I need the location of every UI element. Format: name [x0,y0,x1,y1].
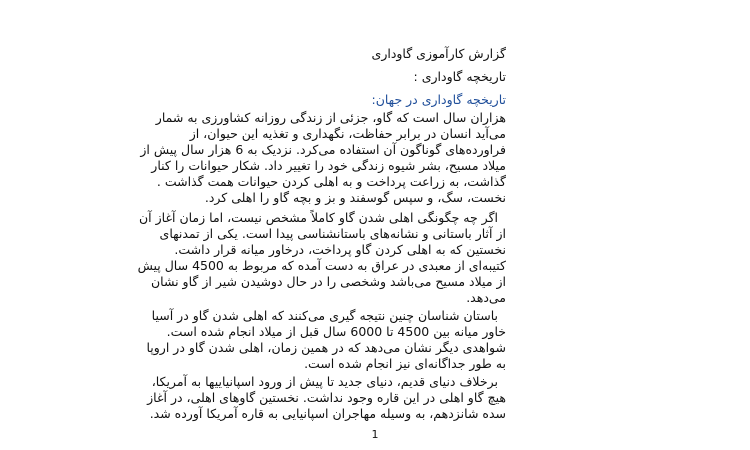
paragraph-line: نخست، سگ، و سپس گوسفند و بز و بچه گاو را اهلی کرد. [204,190,506,205]
paragraph-line: میلاد مسیح، بشر شیوه زندگی خود را تغییر داد. شکار حیوانات را کنار [151,158,506,173]
paragraph-line: گذاشت، به زراعت پرداخت و به اهلی کردن حیوانات همت گذاشت . [156,174,506,189]
section-heading: تاریخچه گاوداری : [413,69,506,84]
document-title: گزارش کارآموزی گاوداری [371,46,506,61]
paragraph-line: باستان شناسان چنین نتیجه گیری می‌کنند که اهلی شدن گاو در آسیا [151,308,498,323]
paragraph-line: به طور جداگانه‌ای نیز انجام شده است. [304,356,506,371]
paragraph-line: کتیبه‌ای از معبدی در عراق به دست آمده که مربوط به 4500 سال پیش [137,258,506,273]
paragraph-line: می‌دهد. [466,290,506,305]
paragraph-line: نخستین که به اهلی کردن گاو پرداخت، درخاور میانه قرار داشت. [174,242,506,257]
page-number: 1 [371,428,379,441]
paragraph-line: هزاران سال است که گاو، جزئی از زندگی روزانه کشاورزی به شمار [155,110,506,125]
paragraph-line: خاور میانه بین 4500 تا 6000 سال قبل از میلاد انجام شده است. [166,324,506,339]
paragraph-line: سده شانزدهم، به وسیله مهاجران اسپانیایی به قاره آمریکا آورده شد. [149,406,506,421]
paragraph-line: برخلاف دنیای قدیم، دنیای جدید تا پیش از ورود اسپانیاییها به آمریکا، [151,374,498,389]
paragraph-line: از آثار باستانی و نشانه‌های باستانشناسی پیدا است. یکی از تمدنهای [159,226,506,241]
paragraph-line: می‌آید انسان در برابر حفاظت، نگهداری و تغذیه این حیوان، از [189,126,506,141]
subsection-heading: تاریخچه گاوداری در جهان: [371,92,506,107]
paragraph-line: اگر چه چگونگی اهلی شدن گاو کاملاً مشخص نیست، اما زمان آغاز آن [138,210,498,225]
paragraph-line: شواهدی دیگر نشان می‌دهد که در همین زمان، اهلی شدن گاو در اروپا [146,340,506,355]
paragraph-line: از میلاد مسیح می‌باشد وشخصی را در حال دوشیدن شیر از گاو نشان [150,274,506,289]
paragraph-line: فراورده‌های گوناگون آن استفاده می‌کرد. نزدیک به 6 هزار سال پیش از [140,142,506,157]
paragraph-line: هیچ گاو اهلی در این قاره وجود نداشت. نخستین گاوهای اهلی، در آغاز [147,390,506,405]
